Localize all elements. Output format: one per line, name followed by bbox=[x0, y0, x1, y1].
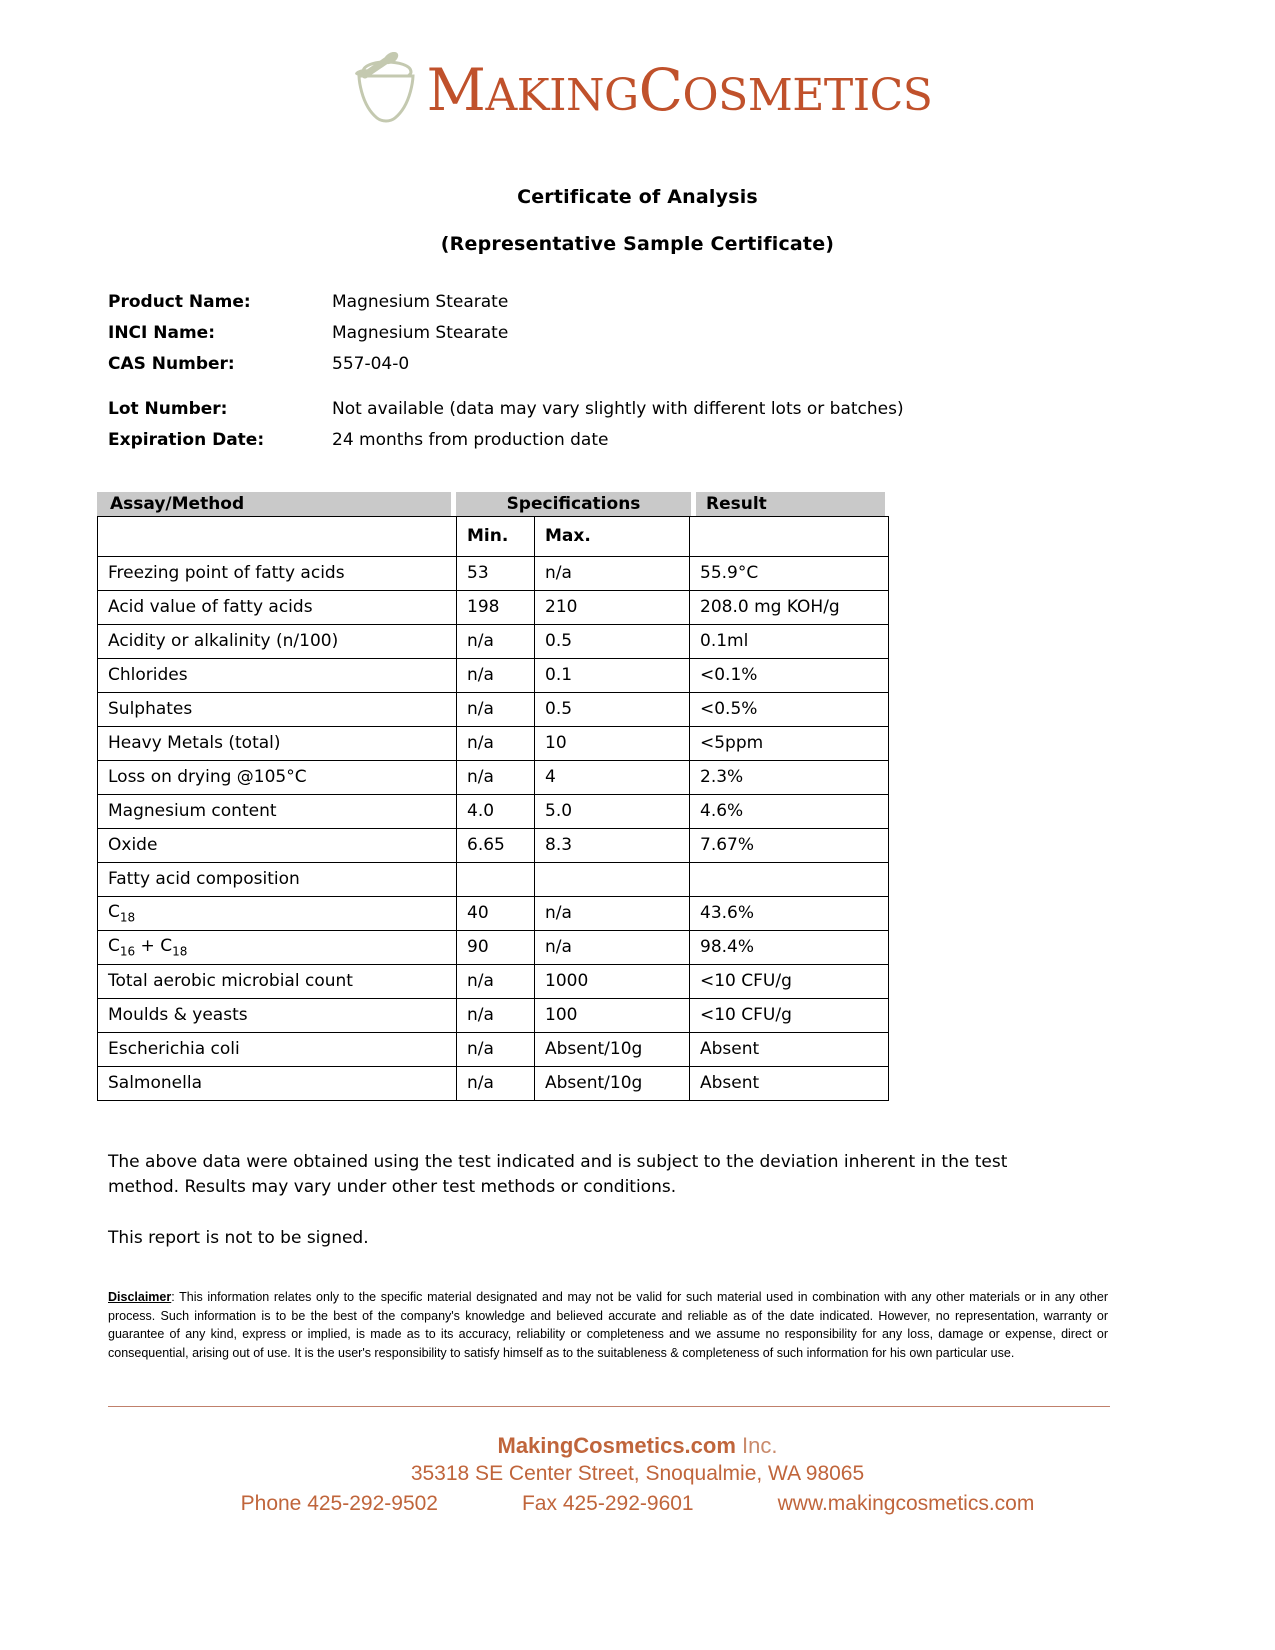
cell-min: 90 bbox=[457, 931, 535, 965]
meta-label-cas-number: CAS Number: bbox=[108, 354, 235, 374]
meta-value-product-name: Magnesium Stearate bbox=[332, 292, 509, 312]
column-header-result: Result bbox=[696, 492, 885, 516]
cell-assay: Chlorides bbox=[98, 659, 457, 693]
cell-assay: Fatty acid composition bbox=[98, 863, 457, 897]
cell-assay-subscript: 16 bbox=[119, 944, 136, 959]
table-row bbox=[98, 931, 889, 965]
cell-assay: Heavy Metals (total) bbox=[98, 727, 457, 761]
cell-assay: Total aerobic microbial count bbox=[98, 965, 457, 999]
cell-assay-base: C bbox=[108, 901, 120, 922]
cell-result: 98.4% bbox=[690, 931, 889, 965]
cell-assay: Acidity or alkalinity (n/100) bbox=[98, 625, 457, 659]
table-row bbox=[98, 659, 889, 693]
cell-result: 2.3% bbox=[690, 761, 889, 795]
cell-assay-subscript2: 18 bbox=[172, 944, 188, 959]
footer-company-suffix: Inc. bbox=[735, 1433, 778, 1458]
table-row bbox=[98, 591, 889, 625]
table-row bbox=[98, 727, 889, 761]
table-row bbox=[98, 965, 889, 999]
cell-min: n/a bbox=[457, 693, 535, 727]
logo-letter-m: M bbox=[426, 56, 486, 124]
subheader-result-blank bbox=[690, 517, 889, 557]
disclaimer-text: : This information relates only to the specific material designated and may not be valid for such material used in combination with any other materials or in any other process. Such information is to be the best of the company's knowledge and believed accurate and reliable as of the date indicated. However, no representation, warranty or guarantee of any kind, express or implied, is made as to its accuracy, reliability or completeness and we assume no responsibility for any loss, damage or expense, direct or consequential, arising out of use. It is the user's responsibility to satisfy himself as to the suitableness & completeness of such information for his own particular use. bbox=[108, 1290, 1108, 1360]
meta-label-expiration-date: Expiration Date: bbox=[108, 430, 265, 450]
footer-contact-row bbox=[0, 1489, 1275, 1519]
cell-max: 4 bbox=[535, 761, 690, 795]
table-row bbox=[98, 897, 889, 931]
cell-assay: Escherichia coli bbox=[98, 1033, 457, 1067]
footer-address: 35318 SE Center Street, Snoqualmie, WA 98065 bbox=[410, 1462, 865, 1485]
cell-result: Absent bbox=[690, 1033, 889, 1067]
brand-logo bbox=[0, 52, 1275, 128]
meta-row-inci-name bbox=[108, 323, 1108, 354]
cell-min bbox=[457, 863, 535, 897]
meta-spacer bbox=[108, 385, 1108, 399]
meta-label-inci-name: INCI Name: bbox=[108, 323, 216, 343]
table-row-section bbox=[98, 863, 889, 897]
cell-result: <0.1% bbox=[690, 659, 889, 693]
results-table bbox=[97, 516, 889, 1101]
subheader-max: Max. bbox=[535, 517, 690, 557]
cell-assay: Moulds & yeasts bbox=[98, 999, 457, 1033]
table-row bbox=[98, 829, 889, 863]
cell-max: 100 bbox=[535, 999, 690, 1033]
results-table-header bbox=[97, 492, 888, 516]
cell-max: 5.0 bbox=[535, 795, 690, 829]
cell-result: 208.0 mg KOH/g bbox=[690, 591, 889, 625]
cell-assay: Salmonella bbox=[98, 1067, 457, 1101]
cell-max: 0.5 bbox=[535, 625, 690, 659]
table-row bbox=[98, 795, 889, 829]
cell-min: 4.0 bbox=[457, 795, 535, 829]
cell-result: 4.6% bbox=[690, 795, 889, 829]
meta-value-expiration-date: 24 months from production date bbox=[332, 430, 609, 450]
note-paragraph-data-deviation: The above data were obtained using the test indicated and is subject to the deviation inherent in the test method. Results may vary under other test methods or conditions. bbox=[108, 1152, 1008, 1197]
cell-result bbox=[690, 863, 889, 897]
cell-result: 7.67% bbox=[690, 829, 889, 863]
meta-row-lot-number bbox=[108, 399, 1108, 430]
logo-letter-c: C bbox=[638, 56, 683, 124]
disclaimer-block bbox=[108, 1288, 1108, 1362]
cell-max: 8.3 bbox=[535, 829, 690, 863]
cell-min: n/a bbox=[457, 625, 535, 659]
cell-max: 1000 bbox=[535, 965, 690, 999]
meta-label-lot-number: Lot Number: bbox=[108, 399, 228, 419]
subheader-assay-blank bbox=[98, 517, 457, 557]
cell-max: Absent/10g bbox=[535, 1067, 690, 1101]
cell-min: n/a bbox=[457, 1033, 535, 1067]
notes-block bbox=[108, 1150, 1074, 1277]
product-meta-list bbox=[108, 292, 1108, 461]
meta-value-inci-name: Magnesium Stearate bbox=[332, 323, 509, 343]
cell-assay bbox=[98, 931, 457, 965]
meta-row-expiration-date bbox=[108, 430, 1108, 461]
logo-text-osmetics: OSMETICS bbox=[682, 70, 933, 121]
cell-assay-base: C bbox=[108, 935, 120, 956]
cell-result: <10 CFU/g bbox=[690, 965, 889, 999]
table-row bbox=[98, 761, 889, 795]
cell-assay: Sulphates bbox=[98, 693, 457, 727]
table-row-subheader bbox=[98, 517, 889, 557]
cell-result: 43.6% bbox=[690, 897, 889, 931]
mortar-and-pestle-icon bbox=[343, 52, 421, 128]
cell-assay-subscript: 18 bbox=[119, 910, 136, 925]
cell-assay: Freezing point of fatty acids bbox=[98, 557, 457, 591]
logo-text-aking: AKING bbox=[485, 70, 639, 121]
cell-min: n/a bbox=[457, 965, 535, 999]
page-subtitle: (Representative Sample Certificate) bbox=[440, 233, 835, 255]
cell-min: n/a bbox=[457, 1067, 535, 1101]
cell-min: 40 bbox=[457, 897, 535, 931]
cell-assay: Oxide bbox=[98, 829, 457, 863]
meta-value-lot-number: Not available (data may vary slightly with different lots or batches) bbox=[332, 399, 904, 419]
cell-min: n/a bbox=[457, 999, 535, 1033]
cell-assay: Magnesium content bbox=[98, 795, 457, 829]
column-header-specifications: Specifications bbox=[456, 492, 691, 516]
cell-max: 210 bbox=[535, 591, 690, 625]
cell-max bbox=[535, 863, 690, 897]
cell-result: 0.1ml bbox=[690, 625, 889, 659]
footer-fax: Fax 425-292-9601 bbox=[521, 1492, 694, 1515]
column-header-assay-method: Assay/Method bbox=[97, 492, 451, 516]
meta-value-cas-number: 557-04-0 bbox=[332, 354, 410, 374]
page-footer bbox=[0, 1432, 1275, 1519]
table-row bbox=[98, 1033, 889, 1067]
cell-max: n/a bbox=[535, 557, 690, 591]
cell-min: n/a bbox=[457, 659, 535, 693]
table-row bbox=[98, 999, 889, 1033]
cell-result: <0.5% bbox=[690, 693, 889, 727]
footer-divider bbox=[108, 1406, 1110, 1407]
cell-min: 6.65 bbox=[457, 829, 535, 863]
table-row bbox=[98, 1067, 889, 1101]
table-row bbox=[98, 557, 889, 591]
cell-result: Absent bbox=[690, 1067, 889, 1101]
brand-wordmark bbox=[426, 56, 933, 124]
cell-max: n/a bbox=[535, 897, 690, 931]
cell-result: <10 CFU/g bbox=[690, 999, 889, 1033]
disclaimer-label: Disclaimer bbox=[108, 1290, 172, 1304]
cell-result: <5ppm bbox=[690, 727, 889, 761]
subheader-min: Min. bbox=[457, 517, 535, 557]
meta-row-product-name bbox=[108, 292, 1108, 323]
meta-row-cas-number bbox=[108, 354, 1108, 385]
table-row bbox=[98, 693, 889, 727]
page-title: Certificate of Analysis bbox=[517, 186, 758, 208]
cell-max: 0.5 bbox=[535, 693, 690, 727]
cell-assay: Loss on drying @105°C bbox=[98, 761, 457, 795]
cell-max: 10 bbox=[535, 727, 690, 761]
cell-result: 55.9°C bbox=[690, 557, 889, 591]
cell-max: Absent/10g bbox=[535, 1033, 690, 1067]
table-row bbox=[98, 625, 889, 659]
cell-min: n/a bbox=[457, 727, 535, 761]
cell-assay-base2: + C bbox=[135, 935, 173, 956]
cell-min: 198 bbox=[457, 591, 535, 625]
footer-company-name: MakingCosmetics.com bbox=[497, 1433, 736, 1458]
cell-assay bbox=[98, 897, 457, 931]
cell-max: 0.1 bbox=[535, 659, 690, 693]
note-paragraph-not-signed: This report is not to be signed. bbox=[108, 1228, 369, 1248]
cell-assay: Acid value of fatty acids bbox=[98, 591, 457, 625]
footer-website[interactable]: www.makingcosmetics.com bbox=[777, 1492, 1035, 1515]
cell-min: n/a bbox=[457, 761, 535, 795]
cell-min: 53 bbox=[457, 557, 535, 591]
cell-max: n/a bbox=[535, 931, 690, 965]
meta-label-product-name: Product Name: bbox=[108, 292, 251, 312]
footer-phone: Phone 425-292-9502 bbox=[240, 1492, 438, 1515]
footer-company bbox=[0, 1432, 1275, 1460]
